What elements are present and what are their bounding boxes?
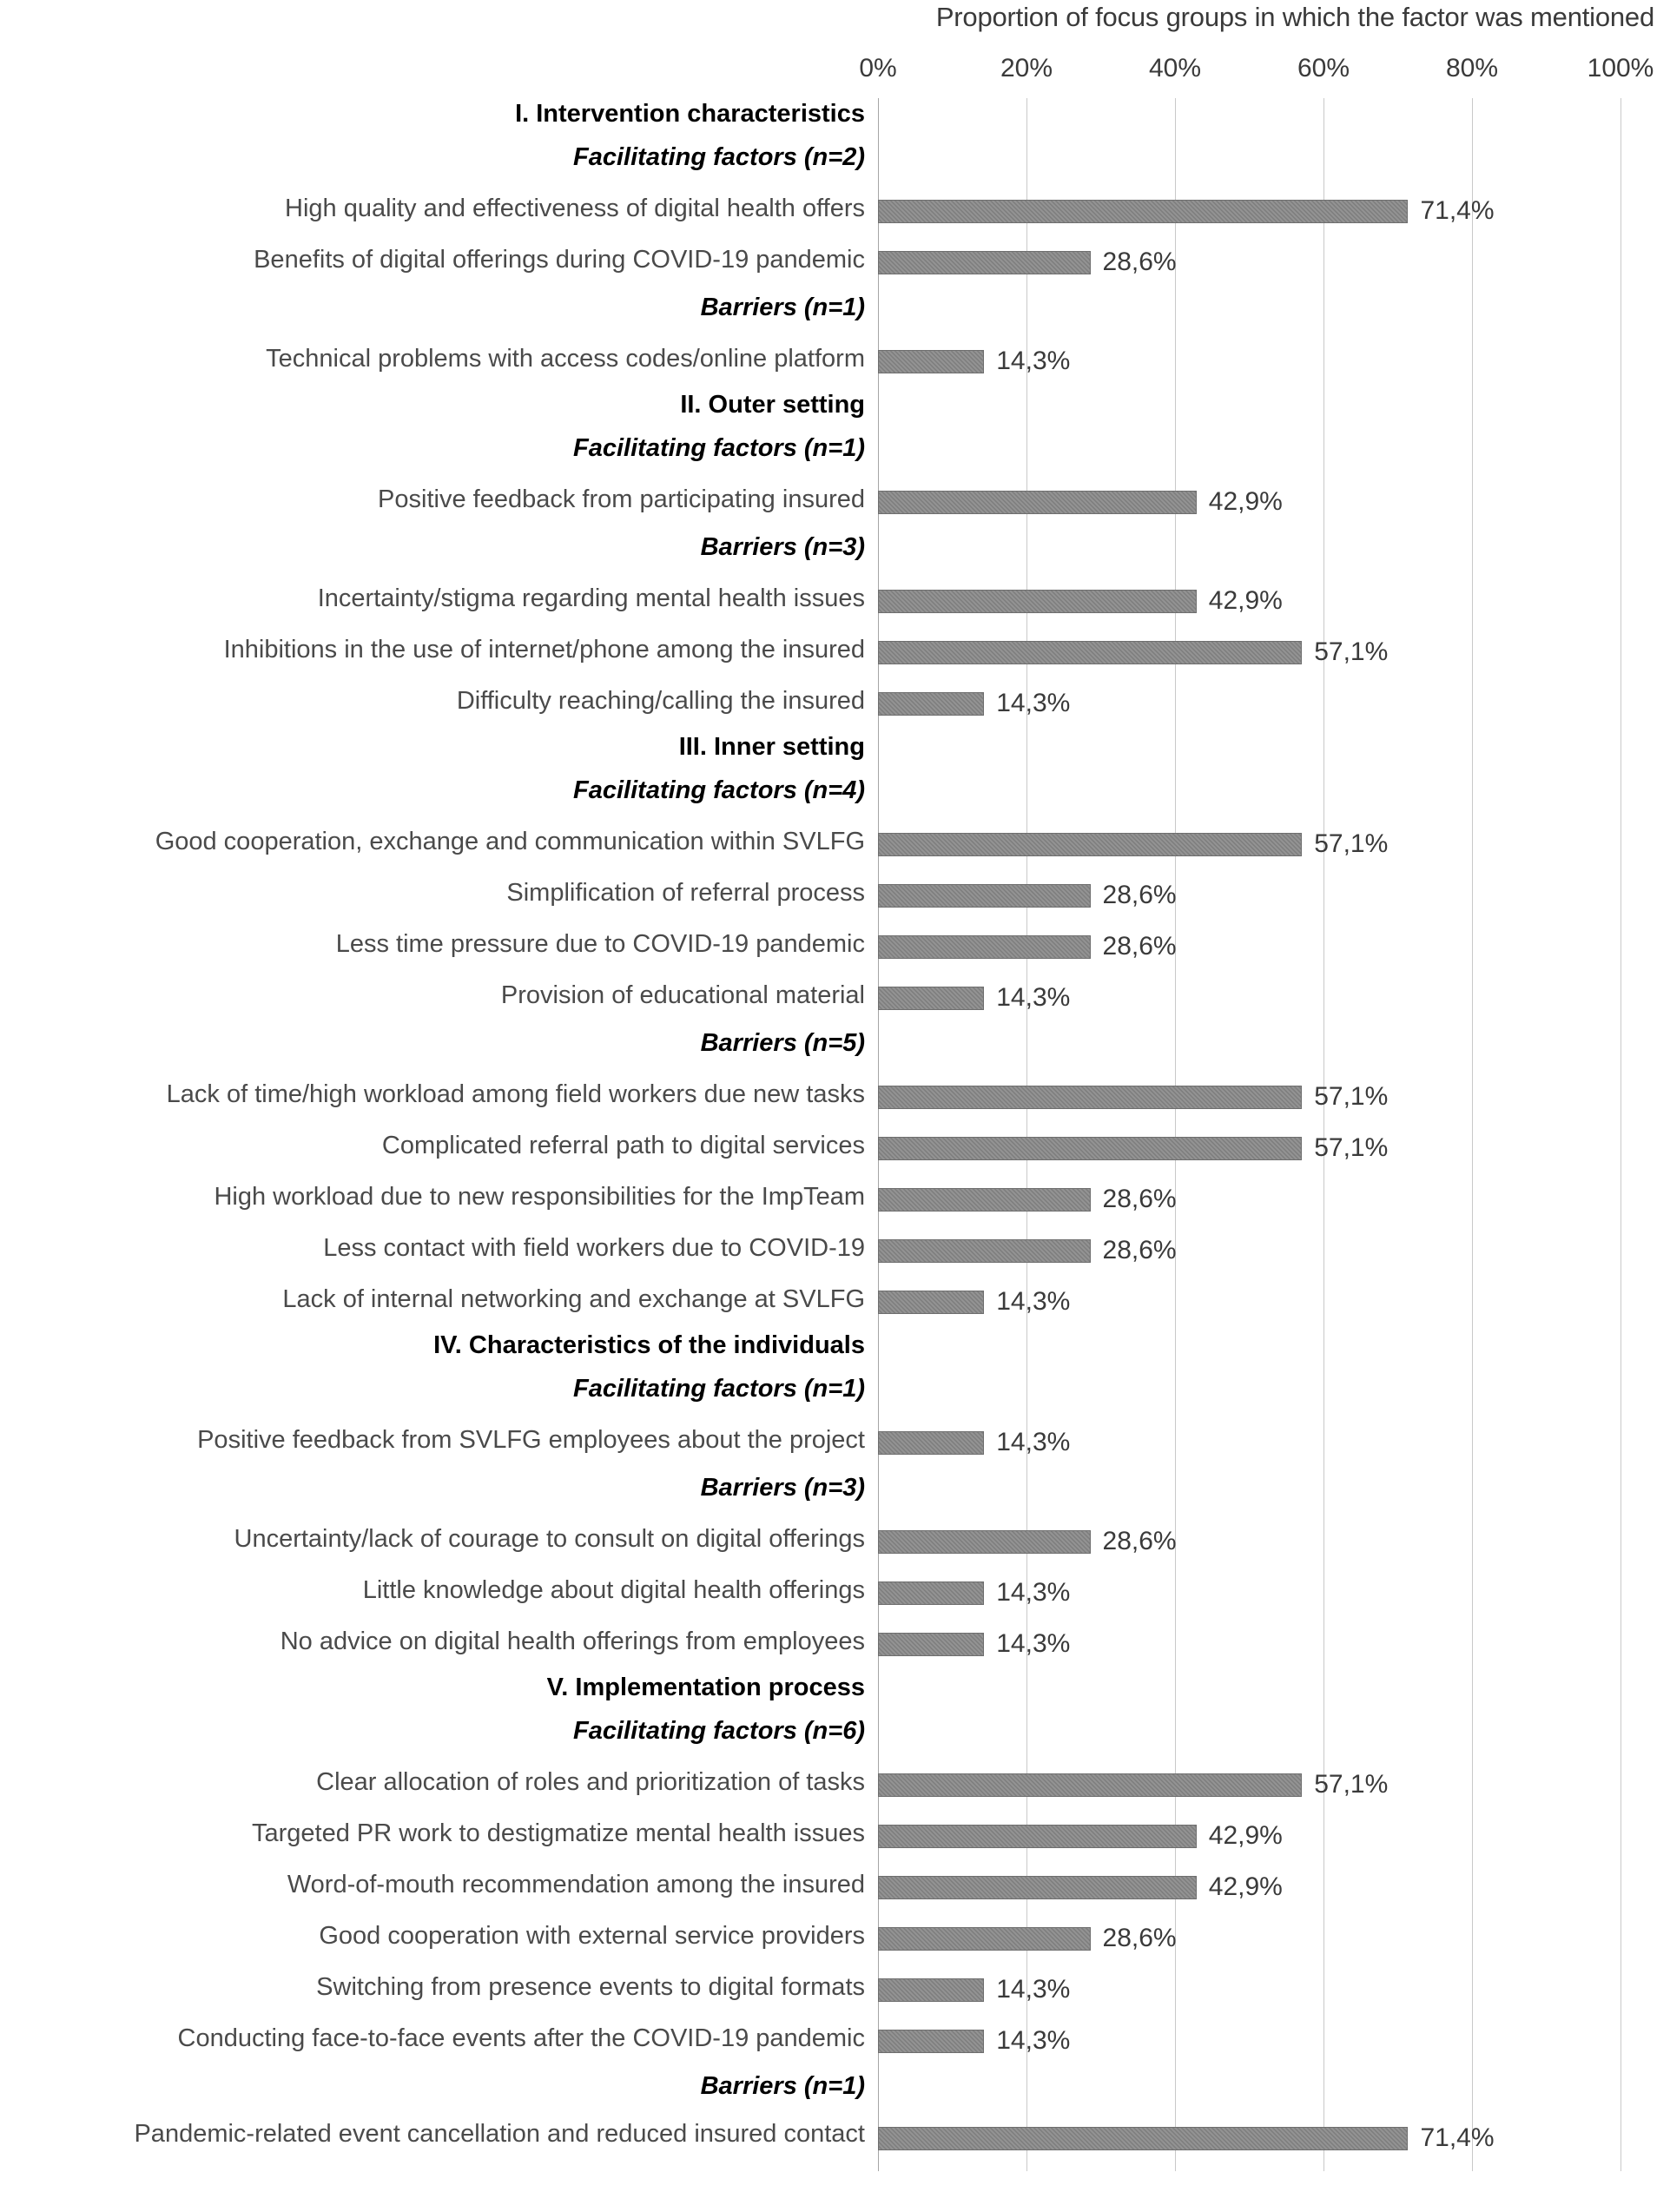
bar-value-label: 28,6% xyxy=(1102,1185,1177,1213)
chart-row xyxy=(0,1176,1670,1227)
row-category-label: Pandemic-related event cancellation and reduced insured contact xyxy=(134,2120,865,2148)
bar-value-label: 14,3% xyxy=(996,1975,1071,2004)
x-tick-label: 40% xyxy=(1148,54,1202,83)
subsection-header-label: Barriers (n=3) xyxy=(700,1474,865,1502)
row-category-label: Benefits of digital offerings during COVID-19 pandemic xyxy=(254,246,865,274)
bar-value-label: 71,4% xyxy=(1420,196,1495,225)
bar-value-label: 28,6% xyxy=(1102,932,1177,961)
bar xyxy=(878,1239,1091,1263)
bar xyxy=(878,692,984,716)
row-category-label: Less time pressure due to COVID-19 pandemic xyxy=(335,930,865,958)
subsection-header-label: Facilitating factors (n=1) xyxy=(573,1375,865,1403)
bar xyxy=(878,641,1302,664)
row-category-label: High quality and effectiveness of digital health offers xyxy=(285,195,865,222)
bar xyxy=(878,1291,984,1314)
bar-value-label: 42,9% xyxy=(1208,586,1283,615)
bar xyxy=(878,1633,984,1656)
subsection-header-label: Barriers (n=1) xyxy=(700,2072,865,2100)
chart-row xyxy=(0,1966,1670,2017)
bar-value-label: 14,3% xyxy=(996,1629,1071,1658)
chart-row xyxy=(0,2017,1670,2069)
subsection-header-row xyxy=(0,431,1670,479)
chart-row xyxy=(0,1621,1670,1672)
chart-row xyxy=(0,1419,1670,1470)
bar xyxy=(878,884,1091,908)
row-category-label: No advice on digital health offerings from employees xyxy=(280,1628,865,1655)
row-category-label: Uncertainty/lack of courage to consult on digital offerings xyxy=(234,1525,865,1553)
section-header-label: V. Implementation process xyxy=(546,1674,865,1701)
x-tick-label: 100% xyxy=(1587,54,1654,83)
subsection-header-row xyxy=(0,2069,1670,2116)
row-category-label: Conducting face-to-face events after the COVID-19 pandemic xyxy=(177,2024,865,2052)
row-category-label: Switching from presence events to digital formats xyxy=(316,1973,865,2001)
x-tick-label: 60% xyxy=(1297,54,1350,83)
row-category-label: Positive feedback from participating insured xyxy=(378,485,865,513)
bar-value-label: 14,3% xyxy=(996,983,1071,1012)
row-category-label: Technical problems with access codes/online platform xyxy=(266,345,865,373)
bar xyxy=(878,833,1302,856)
bar xyxy=(878,1188,1091,1212)
subsection-header-row xyxy=(0,1470,1670,1518)
row-category-label: Little knowledge about digital health offerings xyxy=(362,1576,865,1604)
subsection-header-label: Facilitating factors (n=4) xyxy=(573,776,865,804)
row-category-label: Lack of time/high workload among field workers due new tasks xyxy=(166,1080,865,1108)
bar-value-label: 14,3% xyxy=(996,689,1071,717)
subsection-header-label: Facilitating factors (n=2) xyxy=(573,143,865,171)
bar xyxy=(878,200,1408,223)
row-category-label: Targeted PR work to destigmatize mental health issues xyxy=(251,1819,865,1847)
chart-row xyxy=(0,2116,1670,2212)
bar-value-label: 71,4% xyxy=(1420,2123,1495,2152)
chart-row xyxy=(0,923,1670,974)
bar xyxy=(878,1086,1302,1109)
chart-row xyxy=(0,338,1670,389)
bar-value-label: 28,6% xyxy=(1102,248,1177,276)
row-category-label: Provision of educational material xyxy=(500,981,865,1009)
chart-row xyxy=(0,1278,1670,1330)
bar-value-label: 14,3% xyxy=(996,1578,1071,1607)
chart-row xyxy=(0,1915,1670,1966)
bar-value-label: 28,6% xyxy=(1102,1236,1177,1264)
subsection-header-row xyxy=(0,773,1670,821)
chart-row xyxy=(0,479,1670,530)
bar-value-label: 28,6% xyxy=(1102,1527,1177,1555)
bar xyxy=(878,350,984,373)
subsection-header-row xyxy=(0,290,1670,338)
x-tick-label: 20% xyxy=(1000,54,1053,83)
x-tick-label: 80% xyxy=(1445,54,1499,83)
section-header-label: III. Inner setting xyxy=(678,733,865,761)
bar xyxy=(878,1581,984,1605)
bar-value-label: 57,1% xyxy=(1314,829,1389,858)
section-header-row xyxy=(0,1330,1670,1371)
chart-row xyxy=(0,1125,1670,1176)
chart-row xyxy=(0,974,1670,1026)
x-tick-label: 0% xyxy=(859,54,897,83)
bar-value-label: 57,1% xyxy=(1314,637,1389,666)
subsection-header-label: Facilitating factors (n=6) xyxy=(573,1717,865,1745)
bar-value-label: 42,9% xyxy=(1208,487,1283,516)
chart-row xyxy=(0,188,1670,239)
bar xyxy=(878,1978,984,2002)
row-category-label: High workload due to new responsibilities for the ImpTeam xyxy=(214,1183,865,1211)
chart-row xyxy=(0,680,1670,731)
x-axis-tick-labels xyxy=(0,54,1670,89)
subsection-header-label: Barriers (n=3) xyxy=(700,533,865,561)
chart-row xyxy=(0,1073,1670,1125)
bar xyxy=(878,1927,1091,1951)
row-category-label: Good cooperation, exchange and communication within SVLFG xyxy=(155,828,865,855)
row-category-label: Difficulty reaching/calling the insured xyxy=(456,687,865,715)
section-header-label: I. Intervention characteristics xyxy=(515,100,865,128)
bar-value-label: 14,3% xyxy=(996,2026,1071,2055)
subsection-header-label: Facilitating factors (n=1) xyxy=(573,434,865,462)
section-header-label: II. Outer setting xyxy=(680,391,865,419)
bar xyxy=(878,1876,1197,1899)
section-header-row xyxy=(0,731,1670,773)
chart-row xyxy=(0,1518,1670,1569)
subsection-header-label: Barriers (n=5) xyxy=(700,1029,865,1057)
bar-value-label: 14,3% xyxy=(996,1287,1071,1316)
row-category-label: Good cooperation with external service providers xyxy=(319,1922,865,1950)
subsection-header-row xyxy=(0,1713,1670,1761)
chart-rows xyxy=(0,98,1670,2212)
row-category-label: Inhibitions in the use of internet/phone among the insured xyxy=(223,636,865,664)
subsection-header-label: Barriers (n=1) xyxy=(700,294,865,321)
subsection-header-row xyxy=(0,530,1670,578)
bar xyxy=(878,590,1197,613)
row-category-label: Clear allocation of roles and prioritization of tasks xyxy=(316,1768,865,1796)
section-header-label: IV. Characteristics of the individuals xyxy=(433,1331,865,1359)
section-header-row xyxy=(0,98,1670,140)
chart-row xyxy=(0,1864,1670,1915)
section-header-row xyxy=(0,1672,1670,1713)
chart-row xyxy=(0,821,1670,872)
chart-row xyxy=(0,1813,1670,1864)
row-category-label: Complicated referral path to digital services xyxy=(381,1132,865,1159)
row-category-label: Word-of-mouth recommendation among the insured xyxy=(287,1871,865,1898)
chart-row xyxy=(0,872,1670,923)
bar xyxy=(878,935,1091,959)
row-category-label: Simplification of referral process xyxy=(506,879,865,907)
bar xyxy=(878,1137,1302,1160)
bar xyxy=(878,1825,1197,1848)
bar-value-label: 28,6% xyxy=(1102,1924,1177,1952)
bar xyxy=(878,1773,1302,1797)
chart-row xyxy=(0,1227,1670,1278)
bar xyxy=(878,2127,1408,2150)
bar xyxy=(878,2030,984,2053)
section-header-row xyxy=(0,389,1670,431)
row-category-label: Lack of internal networking and exchange at SVLFG xyxy=(282,1285,865,1313)
row-category-label: Incertainty/stigma regarding mental health issues xyxy=(317,584,865,612)
chart-row xyxy=(0,1761,1670,1813)
chart-row xyxy=(0,1569,1670,1621)
chart-row xyxy=(0,239,1670,290)
bar-value-label: 14,3% xyxy=(996,347,1071,375)
bar xyxy=(878,1530,1091,1554)
bar-value-label: 42,9% xyxy=(1208,1821,1283,1850)
bar-value-label: 28,6% xyxy=(1102,881,1177,909)
bar-value-label: 57,1% xyxy=(1314,1133,1389,1162)
bar-value-label: 42,9% xyxy=(1208,1872,1283,1901)
bar-value-label: 57,1% xyxy=(1314,1770,1389,1799)
axis-title: Proportion of focus groups in which the factor was mentioned xyxy=(935,2,1654,32)
bar xyxy=(878,251,1091,274)
bar xyxy=(878,987,984,1010)
chart-row xyxy=(0,629,1670,680)
subsection-header-row xyxy=(0,140,1670,188)
bar-value-label: 57,1% xyxy=(1314,1082,1389,1111)
subsection-header-row xyxy=(0,1371,1670,1419)
row-category-label: Less contact with field workers due to COVID-19 xyxy=(323,1234,865,1262)
bar-value-label: 14,3% xyxy=(996,1428,1071,1456)
subsection-header-row xyxy=(0,1026,1670,1073)
row-category-label: Positive feedback from SVLFG employees about the project xyxy=(197,1426,865,1454)
chart-row xyxy=(0,578,1670,629)
bar xyxy=(878,491,1197,514)
bar xyxy=(878,1431,984,1455)
